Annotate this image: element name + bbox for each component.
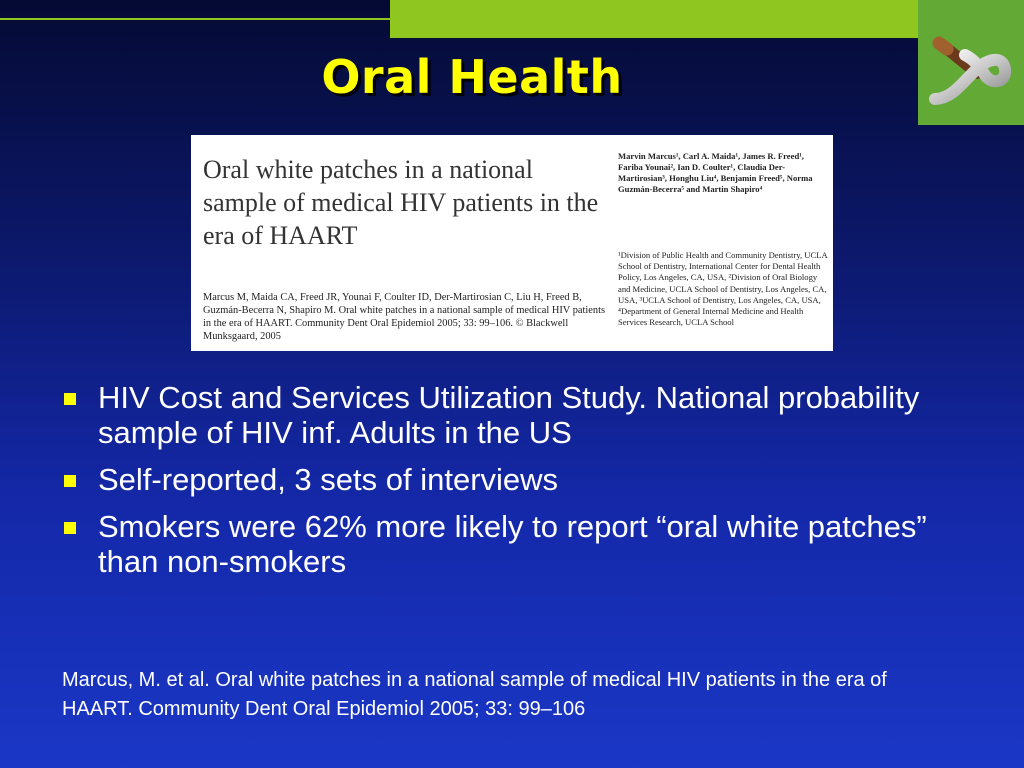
- bullet-item: [62, 509, 962, 579]
- reference-citation: Marcus, M. et al. Oral white patches in a national sample of medical HIV patients in the era of HAART. Community Dent Oral Epidemiol 2005; 33: 99–106: [62, 669, 887, 720]
- slide-title-text: Oral Health: [321, 50, 623, 104]
- bullet-list: [62, 380, 962, 591]
- article-header-image: [191, 135, 833, 351]
- top-accent-line: [0, 18, 392, 20]
- bullet-square-icon: [64, 522, 76, 534]
- top-accent-bar: [390, 0, 918, 38]
- bullet-text: Self-reported, 3 sets of interviews: [98, 462, 559, 497]
- bullet-square-icon: [64, 475, 76, 487]
- bullet-text: HIV Cost and Services Utilization Study. National probability sample of HIV inf. Adults in the US: [98, 380, 920, 450]
- article-authors: Marvin Marcus¹, Carl A. Maida¹, James R. Freed¹, Fariba Younai², Ian D. Coulter¹, Claudia Der-Martirosian³, Honghu Liu⁴, Benjamin Freed⁵, Norma Guzmán-Becerra⁵ and Martin Shapiro⁴: [618, 151, 813, 194]
- slide-title: [0, 50, 1024, 104]
- article-citation: Marcus M, Maida CA, Freed JR, Younai F, Coulter ID, Der-Martirosian C, Liu H, Freed B, Guzmán-Becerra N, Shapiro M. Oral white patches in a national sample of medical HIV patients in the era of HAART. Community Dent Oral Epidemiol 2005; 33: 99–106. © Blackwell Munksgaard, 2005: [203, 292, 606, 342]
- article-title: Oral white patches in a national sample of medical HIV patients in the era of HAART: [203, 155, 599, 250]
- bullet-item: [62, 462, 962, 497]
- bullet-text: Smokers were 62% more likely to report “oral white patches” than non-smokers: [98, 509, 927, 579]
- article-affiliations: ¹Division of Public Health and Community Dentistry, UCLA School of Dentistry, International Center for Dental Health Policy, Los Angeles, CA, USA, ²Division of Oral Biology and Medicine, UCLA School of Dentistry, Los Angeles, CA, USA, ³UCLA School of Dentistry, Los Angeles, CA, USA, ⁴Department of General Internal Medicine and Health Services Research, UCLA School: [618, 250, 828, 328]
- bullet-item: [62, 380, 962, 450]
- bullet-square-icon: [64, 393, 76, 405]
